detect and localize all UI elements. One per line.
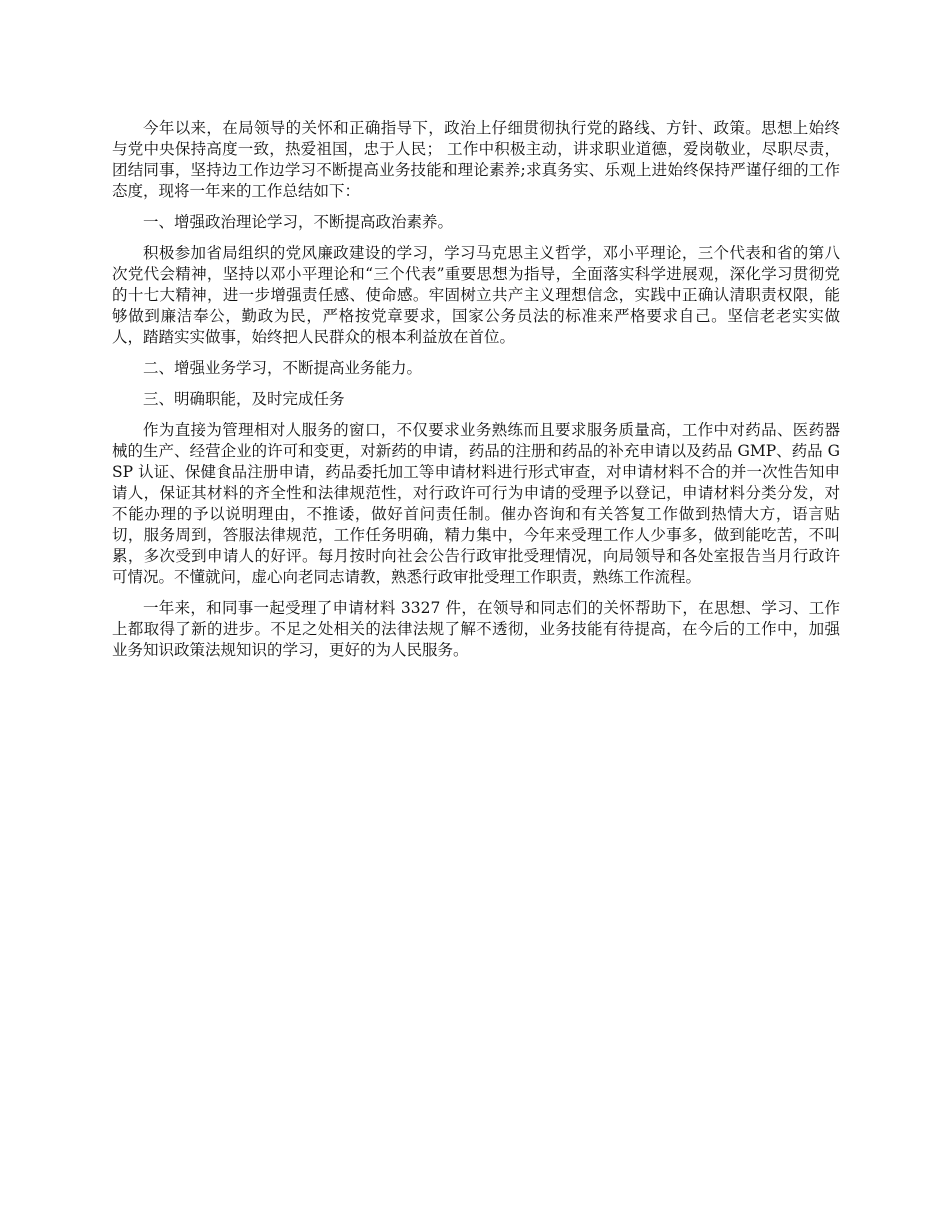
- political-study-paragraph: 积极参加省局组织的党风廉政建设的学习，学习马克思主义哲学，邓小平理论，三个代表和省的第八次党代会精神，坚持以邓小平理论和“三个代表”重要思想为指导，全面落实科学进展观，深化学习贯彻党的十七大精神，进一步增强责任感、使命感。牢固树立共产主义理想信念，实践中正确认清职责权限，能够做到廉洁奉公，勤政为民，严格按党章要求，国家公务员法的标准来严格要求自己。坚信老老实实做人，踏踏实实做事，始终把人民群众的根本利益放在首位。: [112, 244, 840, 346]
- intro-paragraph: 今年以来，在局领导的关怀和正确指导下，政治上仔细贯彻执行党的路线、方针、政策。思想上始终与党中央保持高度一致，热爱祖国，忠于人民； 工作中积极主动，讲求职业道德，爱岗敬业，尽职尽责，团结同事，坚持边工作边学习不断提高业务技能和理论素养;求真务实、乐观上进始终保持严谨仔细的工作态度，现将一年来的工作总结如下：: [112, 119, 840, 200]
- section-heading-business-study: 二、增强业务学习，不断提高业务能力。: [143, 359, 423, 377]
- document-body: [112, 118, 840, 671]
- section-heading-political-study: 一、增强政治理论学习，不断提高政治素养。: [143, 213, 454, 231]
- summary-paragraph: 一年来，和同事一起受理了申请材料 3327 件，在领导和同志们的关怀帮助下，在思想、学习、工作上都取得了新的进步。不足之处相关的法律法规了解不透彻，业务技能有待提高，在今后的工作中，加强业务知识政策法规知识的学习，更好的为人民服务。: [112, 599, 840, 659]
- section-heading-duties: 三、明确职能，及时完成任务: [143, 390, 345, 408]
- duties-paragraph: 作为直接为管理相对人服务的窗口，不仅要求业务熟练而且要求服务质量高，工作中对药品、医药器械的生产、经营企业的许可和变更，对新药的申请，药品的注册和药品的补充申请以及药品 GMP、药品 GSP 认证、保健食品注册申请，药品委托加工等申请材料进行形式审查，对申请材料不合的并一次性告知申请人，保证其材料的齐全性和法律规范性，对行政许可行为申请的受理予以登记，申请材料分类分发，对不能办理的予以说明理由，不推诿，做好首问责任制。催办咨询和有关答复工作做到热情大方，语言贴切，服务周到，答服法律规范，工作任务明确，精力集中，今年来受理工作人少事多，做到能吃苦，不叫累，多次受到申请人的好评。每月按时向社会公告行政审批受理情况，向局领导和各处室报告当月行政许可情况。不懂就问，虚心向老同志请教，熟悉行政审批受理工作职责，熟练工作流程。: [112, 421, 840, 586]
